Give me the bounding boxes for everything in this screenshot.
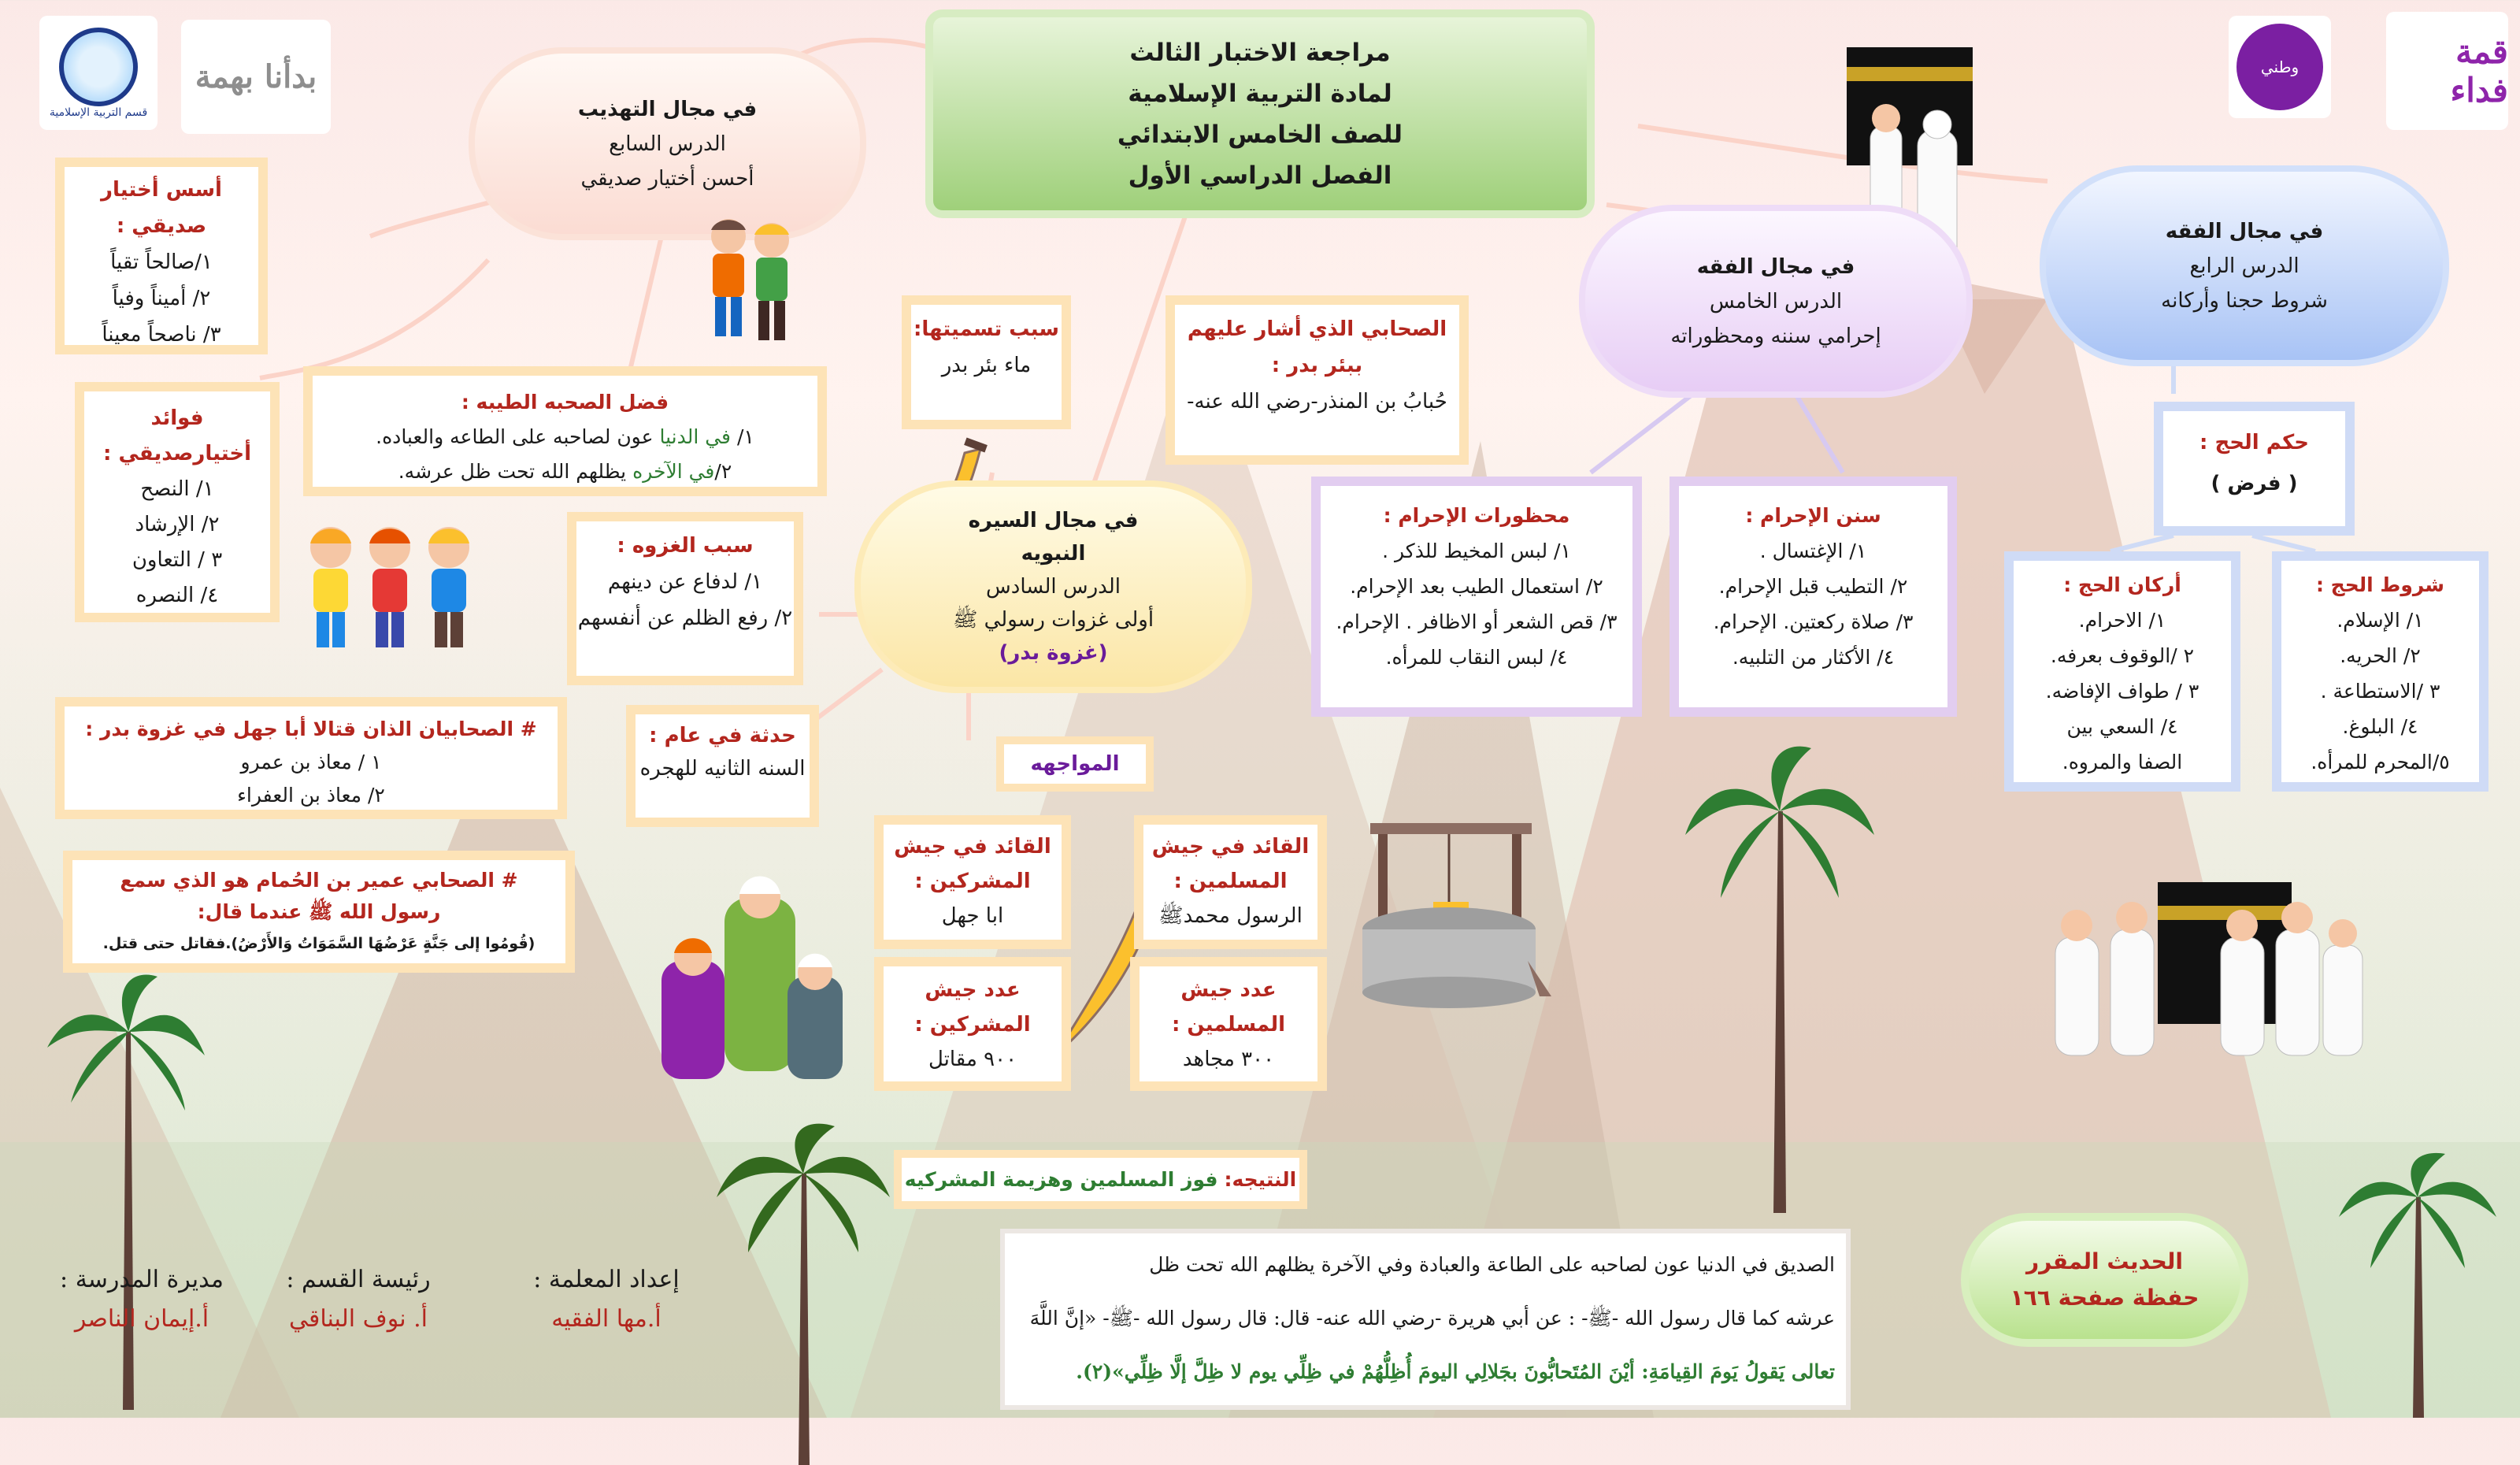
seerah-field: في مجال السيره النبويه	[968, 509, 1139, 566]
fiqh5-field: في مجال الفقه	[1696, 254, 1855, 279]
palm-tree-center-left	[717, 1118, 890, 1465]
companion-well-card	[1166, 295, 1469, 465]
friend-benefits-item: ٢/ الإرشاد	[135, 513, 220, 536]
seerah-topic: أولى غزوات رسولي ﷺ	[952, 608, 1154, 632]
muslim-count-card	[1130, 957, 1327, 1091]
umair-quote: (قُومُوا إلى جَنَّةٍ عَرْضُهَا السَّمَوَاتُ وَالأَرْضُ).فقاتل حتى قتل.	[102, 935, 536, 952]
seerah-lesson: الدرس السادس	[986, 575, 1121, 599]
logo-islamic-dept	[39, 16, 158, 130]
logo-watani	[2229, 16, 2331, 118]
mushrik-leader-title: القائد في جيش المشركين :	[894, 835, 1051, 893]
result-text: فوز المسلمين وهزيمة المشركيه	[904, 1168, 1218, 1191]
battle-reason-title: سبب الغزوه :	[617, 534, 754, 558]
pilgrims-kaaba-illustration	[2040, 866, 2370, 1063]
friend-benefits-title: فوائد أختيارصديقي :	[103, 406, 251, 465]
ihram-forbidden-item: ٣/ قص الشعر أو الاظافر . الإحرام.	[1336, 610, 1618, 633]
hajj-ruling-text: ( فرض )	[2211, 472, 2298, 495]
umair-title-2: رسول الله ﷺ عندما قال:	[197, 900, 441, 923]
ihram-sunnah-item: ٤/ الأكثار من التلبيه.	[1732, 646, 1895, 669]
good-company-line2-num: ٢/	[714, 460, 732, 483]
hajj-pillar-item: ٤/ السعي بين الصفا والمروه.	[2062, 715, 2183, 773]
friend-basis-title: أسس أختيار صديقي :	[101, 178, 222, 238]
fiqh4-field: في مجال الفقه	[2165, 219, 2324, 243]
friend-basis-item: ١/صالحاً تقياً	[110, 250, 213, 274]
teacher-name: أ.مها الفقيه	[551, 1305, 662, 1333]
palm-tree-left	[47, 969, 205, 1410]
logo-badaana-text: بدأنا بهمة	[195, 58, 317, 95]
abu-jahl-killers-card	[55, 697, 567, 819]
abu-jahl-killers-title: # الصحابيان الذان قتالا أبا جهل في غزوة بدر :	[85, 718, 537, 740]
battle-reason-card	[567, 512, 803, 685]
fiqh4-topic: شروط حجنا وأركانه	[2161, 288, 2328, 313]
title-line-2: لمادة التربية الإسلامية	[1128, 79, 1392, 108]
good-company-line1-num: ١/	[736, 425, 754, 448]
ihram-forbidden-card	[1311, 477, 1642, 717]
head-role: رئيسة القسم :	[286, 1266, 431, 1293]
logo-islamic-dept-text: قسم التربية الإسلامية	[49, 106, 148, 119]
good-company-card	[303, 366, 827, 496]
seerah-bubble	[854, 480, 1252, 693]
good-company-akhira: في الآخره	[632, 460, 715, 483]
three-kids-illustration	[299, 520, 480, 654]
hajj-ruling-title: حكم الحج :	[2199, 431, 2309, 454]
mushrik-count-card	[874, 957, 1071, 1091]
two-boys-illustration	[693, 213, 803, 347]
teacher-role: إعداد المعلمة :	[533, 1266, 680, 1293]
good-company-dunya: في الدنيا	[659, 425, 732, 448]
companion-well-text: حُبابُ بن المنذر-رضي الله عنه-	[1187, 390, 1447, 414]
principal-name: أ.إيمان الناصر	[74, 1305, 209, 1333]
title-line-1: مراجعة الاختبار الثالث	[1129, 38, 1391, 67]
hajj-pillars-title: أركان الحج :	[2063, 573, 2181, 596]
hajj-pillar-item: ١/ الاحرام.	[2078, 609, 2166, 632]
muslim-leader-title: القائد في جيش المسلمين :	[1151, 835, 1310, 893]
ihram-sunnah-card	[1670, 477, 1957, 717]
battle-reason-item: ١/ لدفاع عن دينهم	[607, 570, 763, 594]
umair-title: # الصحابي عمير بن الحُمام هو الذي سمع	[120, 869, 518, 892]
ihram-sunnah-item: ٢/ التطيب قبل الإحرام.	[1718, 575, 1908, 598]
head-name: أ. نوف البناقي	[289, 1305, 428, 1333]
palm-tree-right	[2339, 1150, 2496, 1418]
mushrik-leader-text: ابا جهل	[941, 904, 1004, 928]
hajj-ruling-card	[2154, 402, 2355, 536]
logo-watani-text: وطني	[2260, 57, 2300, 76]
ihram-sunnah-item: ١/ الإغتسال .	[1759, 540, 1867, 562]
hajj-conditions-card	[2272, 551, 2488, 792]
confrontation-text: المواجهه	[1030, 752, 1120, 776]
friend-basis-item: ٢/ أميناً وفياً	[112, 287, 211, 310]
tahdheeb-lesson: الدرس السابع	[609, 132, 726, 156]
umair-card	[63, 851, 575, 973]
muslim-leader-card	[1134, 815, 1327, 949]
mushrik-count-text: ٩٠٠ مقاتل	[928, 1048, 1017, 1071]
hajj-conditions-title: شروط الحج :	[2315, 573, 2445, 596]
hajj-condition-item: ٣ /الاستطاعة .	[2320, 680, 2440, 703]
ihram-sunnah-item: ٣/ صلاة ركعتين. الإحرام.	[1713, 610, 1914, 633]
naming-reason-card	[902, 295, 1071, 429]
abu-jahl-killer-item: ٢/ معاذ بن العفراء	[237, 784, 385, 807]
battle-year-title: حدثة في عام :	[649, 724, 796, 747]
title-box	[925, 9, 1595, 218]
hadith-line-2: عرشه كما قال رسول الله -ﷺ- : عن أبي هريرة -رضي الله عنه- قال: قال رسول الله -ﷺ- «إنَّ اللَّهَ	[1029, 1307, 1835, 1330]
friend-benefits-item: ١/ النصح	[140, 477, 214, 501]
ihram-forbidden-item: ٤/ لبس النقاب للمرأه.	[1385, 646, 1568, 669]
battle-year-card	[626, 705, 819, 827]
good-company-line2-text: يظلهم الله تحت ظل عرشه.	[398, 460, 627, 483]
logo-qimmat-fidaa	[2386, 12, 2508, 130]
logo-watani-icon	[2236, 24, 2323, 110]
ihram-forbidden-title: محظورات الإحرام :	[1383, 504, 1570, 527]
hajj-condition-item: ١/ الإسلام.	[2337, 609, 2424, 632]
hadith-line-1: الصديق في الدنيا عون لصاحبه على الطاعة والعبادة وفي الآخرة يظلهم الله تحت ظل	[1149, 1253, 1835, 1276]
principal-signature	[47, 1260, 236, 1339]
hadith-label-title: الحديث المقرر	[2026, 1248, 2183, 1274]
hadith-label-bubble	[1961, 1213, 2248, 1347]
tahdheeb-topic: أحسن أختيار صديقي	[580, 166, 754, 191]
naming-reason-text: ماء بئر بدر	[941, 354, 1032, 377]
ihram-sunnah-title: سنن الإحرام :	[1745, 504, 1881, 527]
confrontation-label	[996, 736, 1154, 792]
fiqh4-lesson: الدرس الرابع	[2189, 254, 2300, 278]
hajj-pillar-item: ٣ / طواف الإفاضه.	[2045, 680, 2199, 703]
ihram-forbidden-item: ١/ لبس المخيط للذكر .	[1382, 540, 1571, 562]
mushrik-count-title: عدد جيش المشركين :	[914, 978, 1031, 1037]
seerah-battle: (غزوة بدر)	[999, 641, 1108, 665]
muslim-count-text: ٣٠٠ مجاهد	[1182, 1048, 1275, 1071]
naming-reason-title: سبب تسميتها:	[914, 317, 1059, 341]
fiqh5-lesson: الدرس الخامس	[1709, 289, 1843, 313]
palm-tree-center	[1685, 740, 1874, 1213]
hajj-condition-item: ٢/ الحريه.	[2340, 644, 2421, 667]
muslim-count-title: عدد جيش المسلمين :	[1171, 978, 1286, 1037]
hajj-condition-item: ٥/المحرم للمرأه.	[2311, 751, 2450, 773]
battle-figures-illustration	[630, 866, 850, 1103]
result-label: النتيجه:	[1224, 1168, 1297, 1191]
friend-basis-item: ٣/ ناصحاً معيناً	[102, 323, 221, 347]
head-signature	[272, 1260, 445, 1339]
good-company-line1-text: عون لصاحبه على الطاعه والعباده.	[376, 425, 654, 448]
hadith-label-page: حفظة صفحة ١٦٦	[2010, 1285, 2199, 1311]
battle-year-text: السنه الثانيه للهجره	[639, 757, 806, 781]
ihram-forbidden-item: ٢/ استعمال الطيب بعد الإحرام.	[1350, 575, 1603, 598]
water-well-illustration	[1370, 819, 1559, 1000]
tahdheeb-field: في مجال التهذيب	[577, 97, 758, 121]
abu-jahl-killer-item: ١ / معاذ بن عمرو	[240, 751, 382, 773]
good-company-title: فضل الصحبه الطيبه :	[461, 391, 669, 414]
hajj-pillars-card	[2004, 551, 2240, 792]
logo-emblem-icon	[59, 28, 138, 106]
battle-reason-item: ٢/ رفع الظلم عن أنفسهم	[577, 606, 793, 630]
friend-basis-card	[55, 158, 268, 354]
title-line-3: للصف الخامس الابتدائي	[1117, 120, 1403, 149]
result-card	[894, 1150, 1307, 1209]
fiqh-lesson5-bubble	[1579, 205, 1973, 398]
fiqh-lesson4-bubble	[2040, 165, 2449, 366]
tahdheeb-bubble	[469, 47, 866, 240]
friend-benefits-card	[75, 382, 280, 622]
friend-benefits-item: ٣ / التعاون	[132, 548, 223, 572]
logo-badaana	[181, 20, 331, 134]
fiqh5-topic: إحرامي سننه ومحظوراته	[1670, 324, 1881, 348]
hadith-line-3: تعالى يَقولُ يَومَ القِيامَةِ: أيْنَ المُتَحابُّونَ بجَلالِي اليومَ أُظِلُّهُمْ في ظِلِّي يوم لا ظِلَّ إلَّا ظِلِّي»(٢).	[1076, 1360, 1835, 1383]
hajj-pillar-item: ٢ /الوقوف بعرفه.	[2050, 644, 2195, 667]
mushrik-leader-card	[874, 815, 1071, 949]
companion-well-title: الصحابي الذي أشار عليهم ببئر بدر :	[1187, 317, 1447, 377]
hajj-condition-item: ٤/ البلوغ.	[2342, 715, 2418, 738]
title-line-4: الفصل الدراسي الأول	[1128, 161, 1392, 190]
hadith-text-card	[1000, 1229, 1851, 1410]
principal-role: مديرة المدرسة :	[60, 1266, 224, 1293]
friend-benefits-item: ٤/ النصره	[135, 584, 219, 607]
logo-qimmat-fidaa-text: قمة فداء	[2450, 32, 2508, 109]
muslim-leader-text: الرسول محمدﷺ	[1158, 904, 1303, 928]
teacher-signature	[520, 1260, 693, 1339]
